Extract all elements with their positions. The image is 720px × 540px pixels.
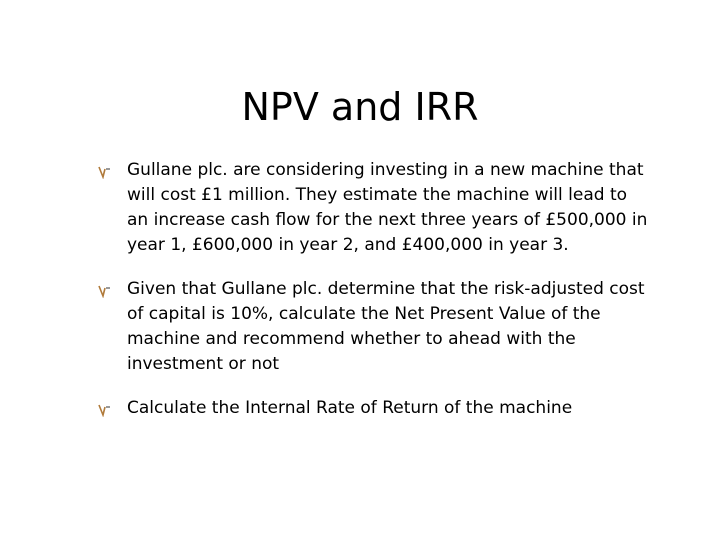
arrow-bullet-icon — [97, 284, 111, 298]
bullet-item — [92, 277, 652, 377]
bullet-item — [92, 396, 652, 421]
arrow-bullet-icon — [97, 165, 111, 179]
arrow-bullet-icon — [97, 403, 111, 417]
bullet-list — [92, 158, 652, 440]
bullet-text: Given that Gullane plc. determine that the risk-adjusted cost of capital is 10%, calculate the Net Present Value of the machine and recommend whether to ahead with the investment or not — [127, 279, 645, 374]
bullet-item — [92, 158, 652, 258]
slide-title: NPV and IRR — [241, 85, 479, 130]
bullet-text: Calculate the Internal Rate of Return of the machine — [127, 398, 573, 418]
bullet-text: Gullane plc. are considering investing in a new machine that will cost £1 million. They estimate the machine will lead to an increase cash flow for the next three years of £500,000 in year 1, £600,000 in year 2, and £400,000 in year 3. — [127, 160, 648, 255]
